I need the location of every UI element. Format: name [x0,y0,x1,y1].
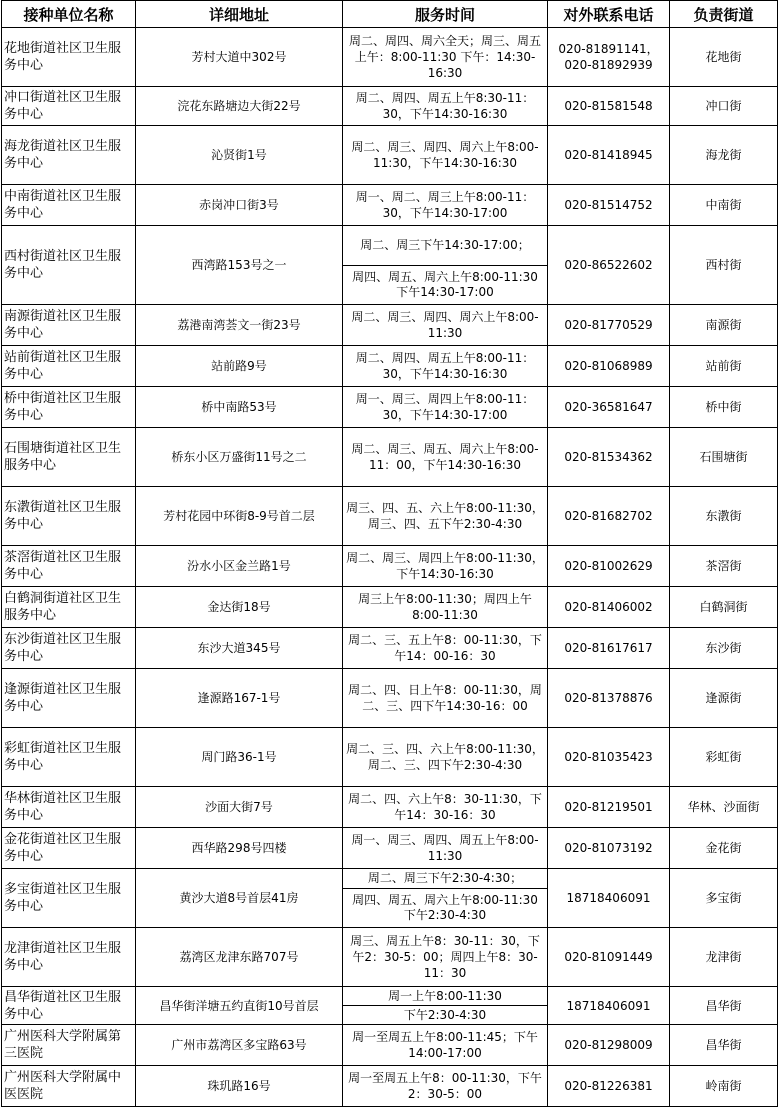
phone: 020-81068989 [548,346,670,387]
service-hours: 周二、四、六上午8：30-11:30，下午14：30-16：30 [343,787,548,828]
service-hours: 周二、周四、周六全天；周三、周五上午：8:00-11:30 下午：14:30-16:30 [343,28,548,87]
service-hours: 周一、周三、周四、周五上午8:00-11:30 [343,828,548,869]
table-row [2,828,778,869]
phone: 020-36581647 [548,387,670,428]
table-row [2,928,778,987]
service-hours: 周二、周四、周五上午8:30-11：30，下午14:30-16:30 [343,87,548,126]
address: 黄沙大道8号首层41房 [136,869,343,928]
street: 金花街 [670,828,778,869]
phone: 020-81091449 [548,928,670,987]
street: 中南街 [670,185,778,226]
address: 赤岗冲口街3号 [136,185,343,226]
table-row [2,387,778,428]
unit-name: 彩虹街道社区卫生服务中心 [2,728,136,787]
street: 岭南街 [670,1066,778,1107]
phone: 020-81891141，020-81892939 [548,28,670,87]
header-unit-name: 接种单位名称 [2,1,136,28]
service-hours: 周一、周三、周四上午8:00-11：30，下午14:30-17:00 [343,387,548,428]
unit-name: 广州医科大学附属第三医院 [2,1025,136,1066]
street: 花地街 [670,28,778,87]
unit-name: 金花街道社区卫生服务中心 [2,828,136,869]
service-hours: 周一至周五上午8：00-11:30，下午2：30-5：00 [343,1066,548,1107]
phone: 020-81406002 [548,587,670,628]
service-hours: 周二、周四、周五上午8:00-11：30，下午14:30-16:30 [343,346,548,387]
service-hours: 周二、周三、周四、周六上午8:00-11:30，下午14:30-16:30 [343,126,548,185]
table-row [2,987,778,1006]
address: 沙面大街7号 [136,787,343,828]
service-hours: 周二、四、日上午8：00-11:30，周二、三、四下午14:30-16：00 [343,669,548,728]
address: 站前路9号 [136,346,343,387]
unit-name: 桥中街道社区卫生服务中心 [2,387,136,428]
unit-name: 广州医科大学附属中医医院 [2,1066,136,1107]
address: 桥东小区万盛街11号之二 [136,428,343,487]
unit-name: 龙津街道社区卫生服务中心 [2,928,136,987]
address: 汾水小区金兰路1号 [136,546,343,587]
street: 华林、沙面街 [670,787,778,828]
service-hours: 周一至周五上午8:00-11:45；下午14:00-17:00 [343,1025,548,1066]
service-hours: 周二、三、四、六上午8:00-11:30，周二、三、四下午2:30-4:30 [343,728,548,787]
service-hours: 周一上午8:00-11:30 [343,987,548,1006]
table-row [2,28,778,87]
header-service-hours: 服务时间 [343,1,548,28]
address: 芳村大道中302号 [136,28,343,87]
address: 芳村花园中环街8-9号首二层 [136,487,343,546]
table-row [2,787,778,828]
street: 逢源街 [670,669,778,728]
address: 浣花东路塘边大街22号 [136,87,343,126]
street: 南源街 [670,305,778,346]
service-hours: 周三、四、五、六上午8:00-11:30，周三、四、五下午2:30-4:30 [343,487,548,546]
street: 昌华街 [670,1025,778,1066]
unit-name: 多宝街道社区卫生服务中心 [2,869,136,928]
table-row [2,1066,778,1107]
phone: 020-81581548 [548,87,670,126]
phone: 020-81073192 [548,828,670,869]
phone: 18718406091 [548,869,670,928]
service-hours: 周二、周三下午2:30-4:30； [343,869,548,889]
service-hours: 周二、周三、周五、周六上午8:00-11：00，下午14:30-16:30 [343,428,548,487]
street: 站前街 [670,346,778,387]
service-hours: 周三、周五上午8：30-11：30，下午2：30-5：00；周四上午8：30-11：30 [343,928,548,987]
address: 金达街18号 [136,587,343,628]
table-row [2,126,778,185]
phone: 020-81617617 [548,628,670,669]
phone: 020-86522602 [548,226,670,305]
table-row [2,1025,778,1066]
phone: 020-81770529 [548,305,670,346]
phone: 020-81514752 [548,185,670,226]
address: 广州市荔湾区多宝路63号 [136,1025,343,1066]
phone: 020-81534362 [548,428,670,487]
service-hours: 周四、周五、周六上午8:00-11:30 下午2:30-4:30 [343,889,548,928]
header-phone: 对外联系电话 [548,1,670,28]
street: 东沙街 [670,628,778,669]
phone: 020-81682702 [548,487,670,546]
address: 西湾路153号之一 [136,226,343,305]
unit-name: 花地街道社区卫生服务中心 [2,28,136,87]
service-hours: 周二、三、五上午8：00-11:30，下午14：00-16：30 [343,628,548,669]
table-row [2,226,778,266]
table-row [2,305,778,346]
vaccination-sites-table [1,0,778,1107]
unit-name: 东漖街道社区卫生服务中心 [2,487,136,546]
table-row [2,185,778,226]
address: 周门路36-1号 [136,728,343,787]
address: 荔港南湾荟文一街23号 [136,305,343,346]
unit-name: 白鹤洞街道社区卫生服务中心 [2,587,136,628]
table-row [2,87,778,126]
street: 冲口街 [670,87,778,126]
street: 西村街 [670,226,778,305]
unit-name: 南源街道社区卫生服务中心 [2,305,136,346]
table-row [2,669,778,728]
phone: 020-81002629 [548,546,670,587]
street: 彩虹街 [670,728,778,787]
service-hours: 周二、周三下午14:30-17:00； [343,226,548,266]
table-row [2,487,778,546]
unit-name: 站前街道社区卫生服务中心 [2,346,136,387]
header-row [2,1,778,28]
unit-name: 逢源街道社区卫生服务中心 [2,669,136,728]
phone: 020-81378876 [548,669,670,728]
unit-name: 冲口街道社区卫生服务中心 [2,87,136,126]
service-hours: 周一、周二、周三上午8:00-11：30，下午14:30-17:00 [343,185,548,226]
unit-name: 昌华街道社区卫生服务中心 [2,987,136,1025]
address: 逢源路167-1号 [136,669,343,728]
table-row [2,728,778,787]
street: 桥中街 [670,387,778,428]
service-hours: 下午2:30-4:30 [343,1006,548,1025]
unit-name: 中南街道社区卫生服务中心 [2,185,136,226]
service-hours: 周三上午8:00-11:30；周四上午8:00-11:30 [343,587,548,628]
phone: 18718406091 [548,987,670,1025]
street: 海龙街 [670,126,778,185]
unit-name: 海龙街道社区卫生服务中心 [2,126,136,185]
street: 东漖街 [670,487,778,546]
address: 桥中南路53号 [136,387,343,428]
street: 多宝街 [670,869,778,928]
unit-name: 西村街道社区卫生服务中心 [2,226,136,305]
unit-name: 石围塘街道社区卫生服务中心 [2,428,136,487]
street: 龙津街 [670,928,778,987]
street: 石围塘街 [670,428,778,487]
table-row [2,587,778,628]
phone: 020-81418945 [548,126,670,185]
address: 东沙大道345号 [136,628,343,669]
header-address: 详细地址 [136,1,343,28]
street: 昌华街 [670,987,778,1025]
service-hours: 周二、周三、周四、周六上午8:00-11:30 [343,305,548,346]
table-row [2,428,778,487]
street: 白鹤洞街 [670,587,778,628]
phone: 020-81219501 [548,787,670,828]
address: 荔湾区龙津东路707号 [136,928,343,987]
table-row [2,628,778,669]
address: 昌华街洋塘五约直街10号首层 [136,987,343,1025]
unit-name: 东沙街道社区卫生服务中心 [2,628,136,669]
table-row [2,869,778,889]
table-row [2,546,778,587]
address: 珠玑路16号 [136,1066,343,1107]
address: 西华路298号四楼 [136,828,343,869]
phone: 020-81035423 [548,728,670,787]
address: 沁贤街1号 [136,126,343,185]
unit-name: 茶滘街道社区卫生服务中心 [2,546,136,587]
street: 茶滘街 [670,546,778,587]
table-row [2,346,778,387]
header-street: 负责街道 [670,1,778,28]
service-hours: 周二、周三、周四上午8:00-11:30，下午14:30-16:30 [343,546,548,587]
phone: 020-81226381 [548,1066,670,1107]
service-hours: 周四、周五、周六上午8:00-11:30 下午14:30-17:00 [343,266,548,305]
unit-name: 华林街道社区卫生服务中心 [2,787,136,828]
phone: 020-81298009 [548,1025,670,1066]
